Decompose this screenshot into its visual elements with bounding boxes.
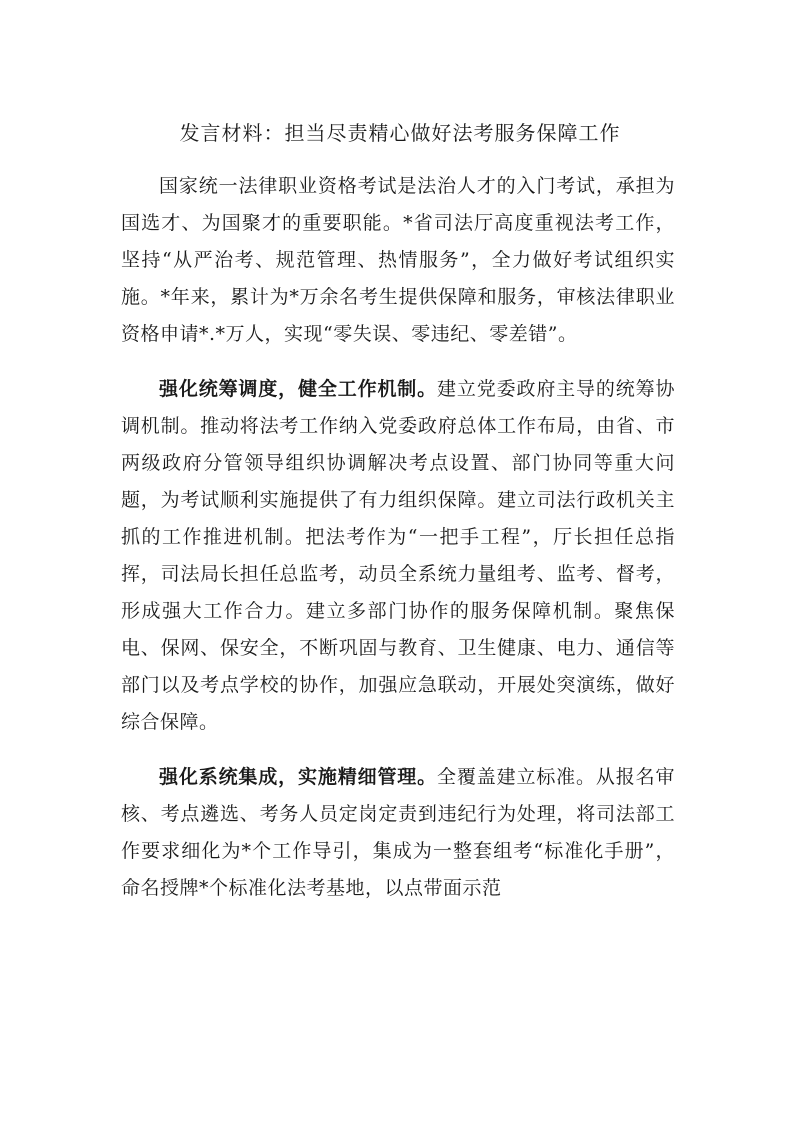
paragraph-text: 建立党委政府主导的统筹协调机制。推动将法考工作纳入党委政府总体工作布局，由省、市两级政府分管领导组织协调解决考点设置、部门协同等重大问题，为考试顺利实施提供了有力组织保障。建立司法行政机关主抓的工作推进机制。把法考作为“一把手工程”，厅长担任总指挥，司法局长担任总监考，动员全系统力量组考、监考、督考，形成强大工作合力。建立多部门协作的服务保障机制。聚焦保电、保网、保安全，不断巩固与教育、卫生健康、电力、通信等部门以及考点学校的协作，加强应急联动，开展处突演练，做好综合保障。 <box>121 378 675 733</box>
document-title: 发言材料：担当尽责精心做好法考服务保障工作 <box>179 121 621 145</box>
paragraph <box>121 168 675 353</box>
paragraph <box>121 759 675 907</box>
paragraph <box>121 371 675 741</box>
paragraph-lead: 强化系统集成，实施精细管理。 <box>159 766 438 788</box>
paragraph-text: 全覆盖建立标准。从报名审核、考点遴选、考务人员定岗定责到违纪行为处理，将司法部工作要求细化为*个工作导引，集成为一整套组考“标准化手册”，命名授牌*个标准化法考基地，以点带面示范 <box>121 766 675 899</box>
document-body <box>121 168 675 925</box>
paragraph-lead: 强化统筹调度，健全工作机制。 <box>159 378 438 400</box>
paragraph-text: 国家统一法律职业资格考试是法治人才的入门考试，承担为国选才、为国聚才的重要职能。*省司法厅高度重视法考工作，坚持“从严治考、规范管理、热情服务”，全力做好考试组织实施。*年来，累计为*万余名考生提供保障和服务，审核法律职业资格申请*.*万人，实现“零失误、零违纪、零差错”。 <box>121 175 675 345</box>
